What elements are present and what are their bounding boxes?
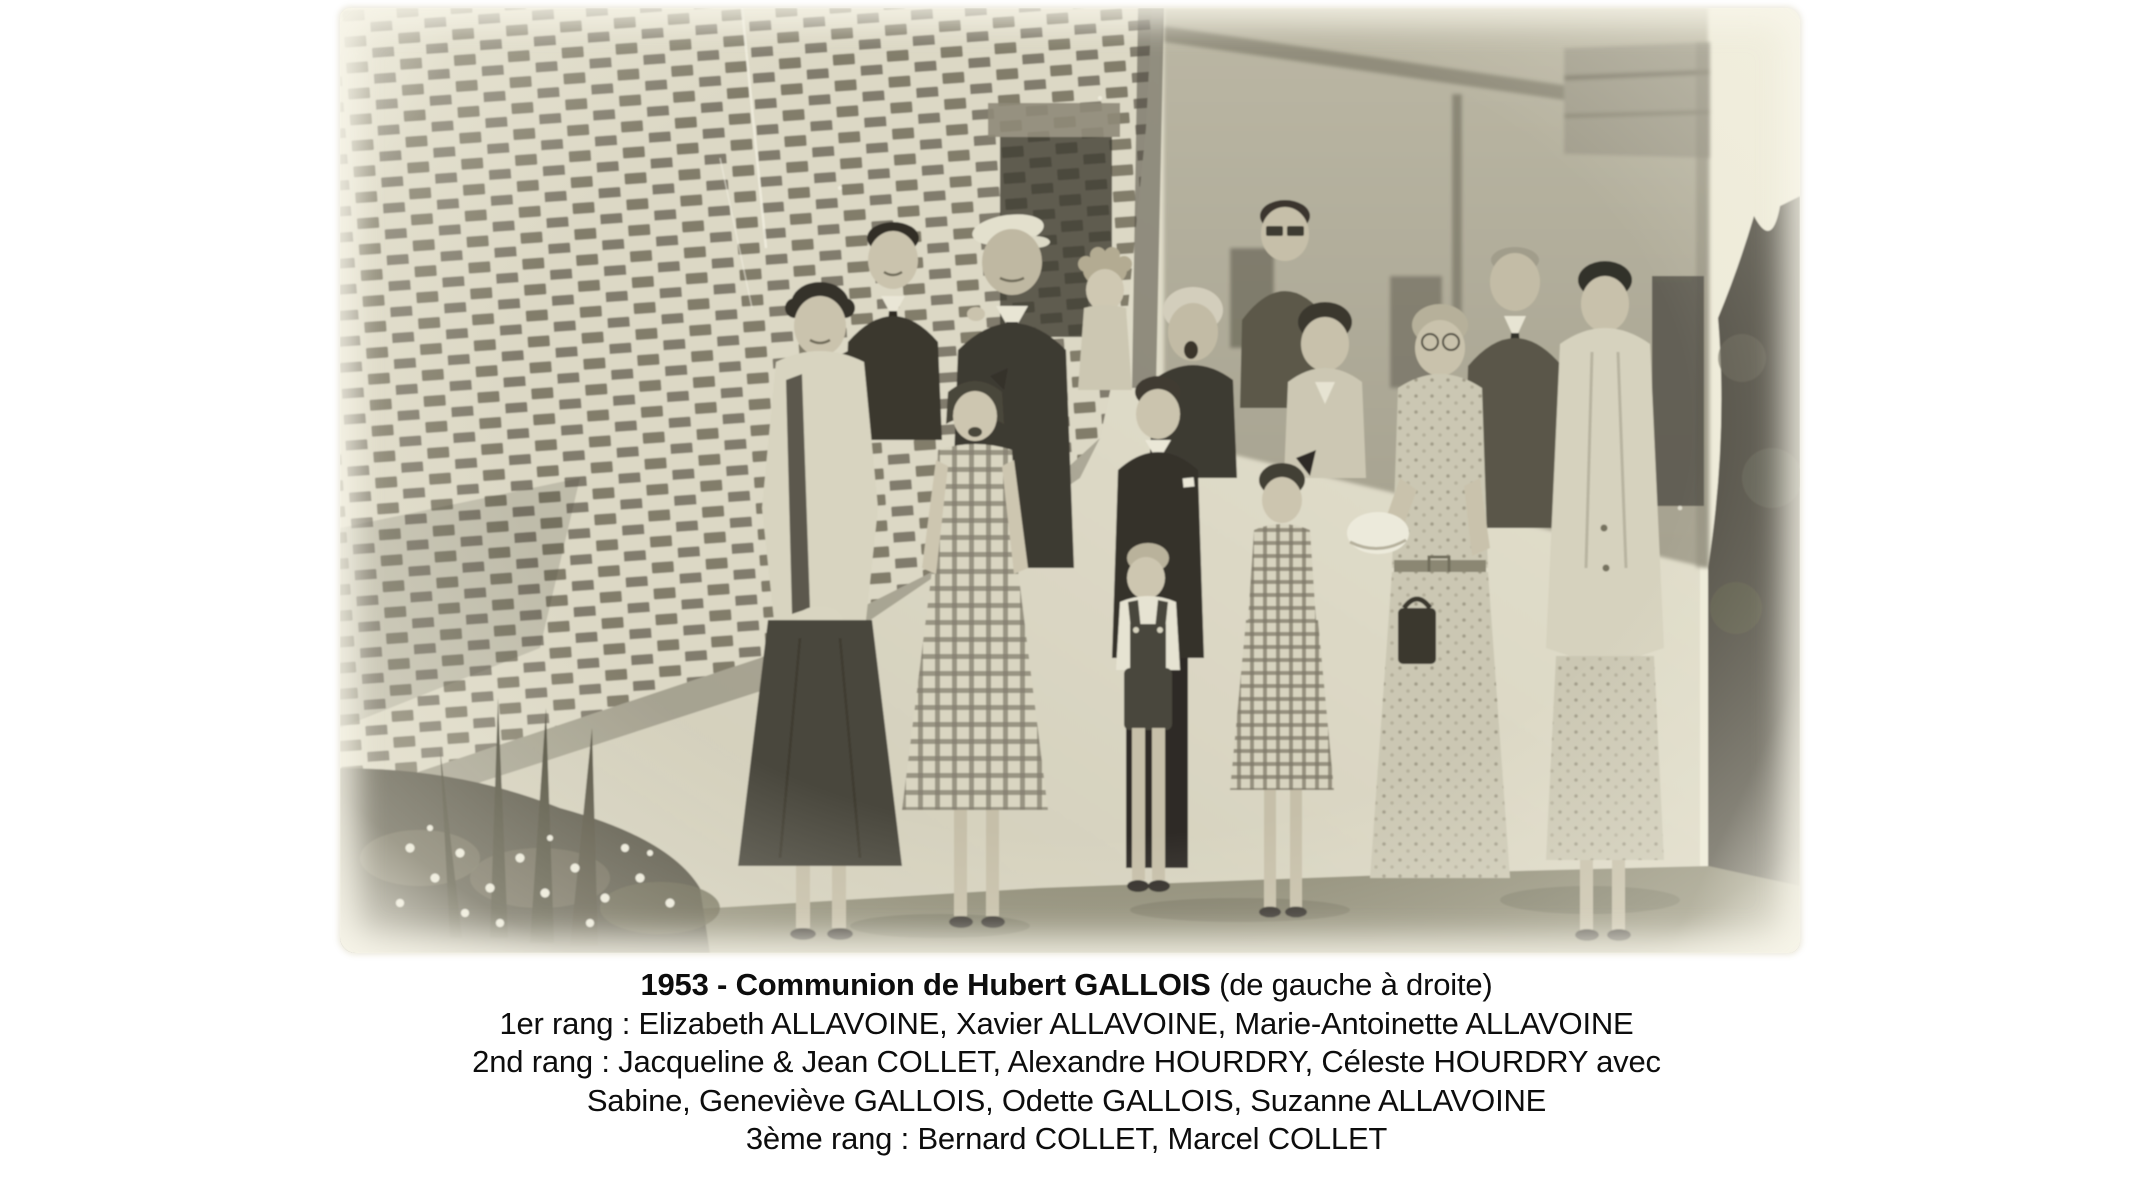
caption-row-1: 1er rang : Elizabeth ALLAVOINE, Xavier ALLAVOINE, Marie-Antoinette ALLAVOINE [499,1005,1634,1041]
person-toddler [1078,247,1132,390]
caption-row-4: 3ème rang : Bernard COLLET, Marcel COLLET [745,1121,1388,1156]
caption-title [0,966,2133,1005]
family-photo [340,8,1800,953]
caption-row-2: 2nd rang : Jacqueline & Jean COLLET, Alexandre HOURDRY, Céleste HOURDRY avec [472,1044,1661,1079]
white-bonnet [1347,512,1409,554]
caption-row-3: Sabine, Geneviève GALLOIS, Odette GALLOIS, Suzanne ALLAVOINE [586,1082,1547,1118]
caption-title-bold: 1953 - Communion de Hubert GALLOIS [640,967,1211,1002]
wall-door-lintel [988,103,1120,137]
person-woman-far-right [1546,261,1664,941]
trees [1708,196,1800,953]
photo-scene [340,8,1800,953]
photo-caption [0,966,2133,1159]
handbag [1398,599,1436,664]
caption-title-note: (de gauche à droite) [1210,967,1493,1002]
dark-doorway [1652,276,1704,506]
